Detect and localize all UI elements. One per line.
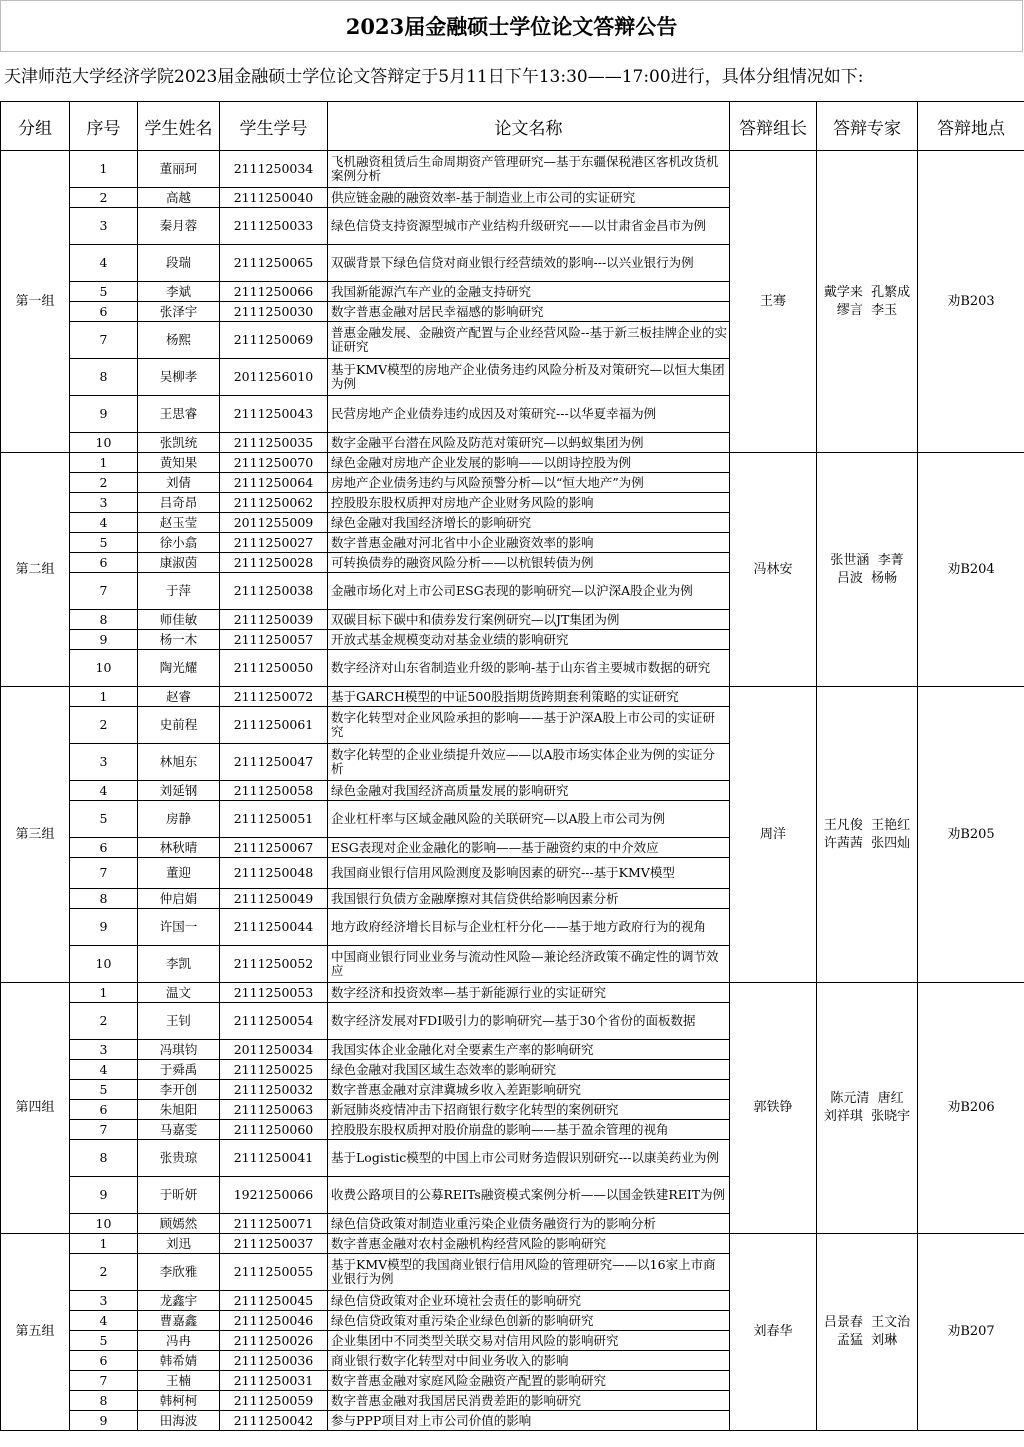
thesis-title: 绿色信贷支持资源型城市产业结构升级研究——以甘肃省金昌市为例 bbox=[328, 208, 730, 245]
student-id: 2111250062 bbox=[220, 493, 328, 513]
row-number: 4 bbox=[70, 513, 138, 533]
student-id: 2111250069 bbox=[220, 322, 328, 359]
thesis-title: 商业银行数字化转型对中间业务收入的影响 bbox=[328, 1351, 730, 1371]
row-number: 9 bbox=[70, 1411, 138, 1431]
student-name: 徐小翕 bbox=[138, 533, 220, 553]
row-number: 4 bbox=[70, 245, 138, 282]
student-id: 2111250033 bbox=[220, 208, 328, 245]
thesis-title: 基于Logistic模型的中国上市公司财务造假识别研究---以康美药业为例 bbox=[328, 1140, 730, 1177]
student-name: 冯冉 bbox=[138, 1331, 220, 1351]
experts-line: 吕景春 王文治 bbox=[823, 1315, 911, 1330]
student-name: 林秋晴 bbox=[138, 838, 220, 858]
thesis-title: 金融市场化对上市公司ESG表现的影响研究—以沪深A股企业为例 bbox=[328, 573, 730, 610]
row-number: 5 bbox=[70, 282, 138, 302]
student-name: 顾嫣然 bbox=[138, 1214, 220, 1234]
row-number: 6 bbox=[70, 553, 138, 573]
student-name: 龙鑫宇 bbox=[138, 1291, 220, 1311]
student-name: 王楠 bbox=[138, 1371, 220, 1391]
student-name: 于舜禹 bbox=[138, 1060, 220, 1080]
header-location: 答辩地点 bbox=[918, 102, 1024, 151]
thesis-title: 飞机融资租赁后生命周期资产管理研究—基于东疆保税港区客机改货机案例分析 bbox=[328, 151, 730, 188]
group-leader: 冯林安 bbox=[730, 453, 817, 687]
student-name: 杨熙 bbox=[138, 322, 220, 359]
student-id: 2111250048 bbox=[220, 858, 328, 889]
student-name: 张泽宇 bbox=[138, 302, 220, 322]
student-name: 康淑茵 bbox=[138, 553, 220, 573]
row-number: 8 bbox=[70, 889, 138, 909]
student-name: 赵玉莹 bbox=[138, 513, 220, 533]
group-name: 第五组 bbox=[1, 1234, 70, 1431]
student-id: 2111250036 bbox=[220, 1351, 328, 1371]
student-name: 田海波 bbox=[138, 1411, 220, 1431]
student-id: 2111250070 bbox=[220, 453, 328, 473]
row-number: 1 bbox=[70, 983, 138, 1003]
group-leader: 刘春华 bbox=[730, 1234, 817, 1431]
row-number: 7 bbox=[70, 1120, 138, 1140]
thesis-title: 数字普惠金融对河北省中小企业融资效率的影响 bbox=[328, 533, 730, 553]
student-name: 朱旭阳 bbox=[138, 1100, 220, 1120]
student-name: 冯琪钧 bbox=[138, 1040, 220, 1060]
student-name: 段瑞 bbox=[138, 245, 220, 282]
student-id: 2111250035 bbox=[220, 433, 328, 453]
thesis-title: 开放式基金规模变动对基金业绩的影响研究 bbox=[328, 630, 730, 650]
student-id: 2111250063 bbox=[220, 1100, 328, 1120]
student-id: 2111250042 bbox=[220, 1411, 328, 1431]
row-number: 9 bbox=[70, 396, 138, 433]
thesis-title: 收费公路项目的公募REITs融资模式案例分析——以国金铁建REIT为例 bbox=[328, 1177, 730, 1214]
student-id: 2111250072 bbox=[220, 687, 328, 707]
thesis-title: 绿色金融对我国经济增长的影响研究 bbox=[328, 513, 730, 533]
student-id: 1921250066 bbox=[220, 1177, 328, 1214]
row-number: 8 bbox=[70, 1391, 138, 1411]
row-number: 5 bbox=[70, 801, 138, 838]
student-name: 董丽珂 bbox=[138, 151, 220, 188]
row-number: 2 bbox=[70, 473, 138, 493]
row-number: 4 bbox=[70, 781, 138, 801]
group-leader: 周洋 bbox=[730, 687, 817, 983]
student-name: 高越 bbox=[138, 188, 220, 208]
group-experts bbox=[817, 687, 918, 983]
row-number: 8 bbox=[70, 1140, 138, 1177]
student-name: 林旭东 bbox=[138, 744, 220, 781]
row-number: 10 bbox=[70, 433, 138, 453]
group-name: 第三组 bbox=[1, 687, 70, 983]
row-number: 4 bbox=[70, 1311, 138, 1331]
group-location: 劝B206 bbox=[918, 983, 1024, 1234]
thesis-title: 房地产企业债务违约与风险预警分析—以“恒大地产”为例 bbox=[328, 473, 730, 493]
thesis-title: 数字普惠金融对京津冀城乡收入差距影响研究 bbox=[328, 1080, 730, 1100]
row-number: 2 bbox=[70, 707, 138, 744]
thesis-title: 基于GARCH模型的中证500股指期货跨期套利策略的实证研究 bbox=[328, 687, 730, 707]
defense-schedule-table bbox=[0, 101, 1024, 1431]
row-number: 6 bbox=[70, 1100, 138, 1120]
student-id: 2111250045 bbox=[220, 1291, 328, 1311]
student-name: 李凯 bbox=[138, 946, 220, 983]
student-id: 2111250052 bbox=[220, 946, 328, 983]
group-leader: 郭铁铮 bbox=[730, 983, 817, 1234]
thesis-title: 绿色金融对我国区域生态效率的影响研究 bbox=[328, 1060, 730, 1080]
student-name: 韩希婧 bbox=[138, 1351, 220, 1371]
intro-text: 天津师范大学经济学院2023届金融硕士学位论文答辩定于5月11日下午13:30——17:00进行，具体分组情况如下: bbox=[4, 67, 864, 87]
experts-line: 王凡俊 王艳红 bbox=[823, 817, 911, 833]
row-number: 2 bbox=[70, 188, 138, 208]
row-number: 5 bbox=[70, 533, 138, 553]
thesis-title: 数字普惠金融对家庭风险金融资产配置的影响研究 bbox=[328, 1371, 730, 1391]
student-name: 史前程 bbox=[138, 707, 220, 744]
thesis-title: 双碳目标下碳中和债券发行案例研究—以JT集团为例 bbox=[328, 610, 730, 630]
thesis-title: 民营房地产企业债券违约成因及对策研究---以华夏幸福为例 bbox=[328, 396, 730, 433]
student-id: 2111250027 bbox=[220, 533, 328, 553]
row-number: 6 bbox=[70, 302, 138, 322]
student-id: 2111250040 bbox=[220, 188, 328, 208]
student-name: 陶光耀 bbox=[138, 650, 220, 687]
group-name: 第二组 bbox=[1, 453, 70, 687]
row-number: 3 bbox=[70, 208, 138, 245]
row-number: 6 bbox=[70, 1351, 138, 1371]
table-row bbox=[1, 1234, 1024, 1254]
student-name: 仲启娟 bbox=[138, 889, 220, 909]
group-location: 劝B204 bbox=[918, 453, 1024, 687]
row-number: 1 bbox=[70, 453, 138, 473]
thesis-title: 我国实体企业金融化对全要素生产率的影响研究 bbox=[328, 1040, 730, 1060]
student-id: 2111250034 bbox=[220, 151, 328, 188]
student-name: 李斌 bbox=[138, 282, 220, 302]
student-name: 刘延钢 bbox=[138, 781, 220, 801]
header-student-name: 学生姓名 bbox=[138, 102, 220, 151]
row-number: 10 bbox=[70, 1214, 138, 1234]
group-leader: 王骞 bbox=[730, 151, 817, 453]
experts-line: 吕波 杨畅 bbox=[836, 570, 898, 586]
group-location: 劝B203 bbox=[918, 151, 1024, 453]
thesis-title: 数字经济和投资效率—基于新能源行业的实证研究 bbox=[328, 983, 730, 1003]
thesis-title: 基于KMV模型的房地产企业债务违约风险分析及对策研究—以恒大集团为例 bbox=[328, 359, 730, 396]
student-id: 2111250038 bbox=[220, 573, 328, 610]
student-id: 2111250066 bbox=[220, 282, 328, 302]
row-number: 3 bbox=[70, 744, 138, 781]
thesis-title: 企业集团中不同类型关联交易对信用风险的影响研究 bbox=[328, 1331, 730, 1351]
thesis-title: 数字化转型的企业业绩提升效应——以A股市场实体企业为例的实证分析 bbox=[328, 744, 730, 781]
thesis-title: 绿色金融对我国经济高质量发展的影响研究 bbox=[328, 781, 730, 801]
thesis-title: 数字普惠金融对居民幸福感的影响研究 bbox=[328, 302, 730, 322]
student-id: 2111250060 bbox=[220, 1120, 328, 1140]
row-number: 7 bbox=[70, 1371, 138, 1391]
group-experts bbox=[817, 453, 918, 687]
thesis-title: 绿色信贷政策对制造业重污染企业债务融资行为的影响分析 bbox=[328, 1214, 730, 1234]
page-title bbox=[0, 0, 1023, 52]
student-name: 师佳敏 bbox=[138, 610, 220, 630]
thesis-title: 数字金融平台潜在风险及防范对策研究—以蚂蚁集团为例 bbox=[328, 433, 730, 453]
row-number: 1 bbox=[70, 1234, 138, 1254]
student-name: 秦月蓉 bbox=[138, 208, 220, 245]
student-id: 2111250037 bbox=[220, 1234, 328, 1254]
thesis-title: 普惠金融发展、金融资产配置与企业经营风险--基于新三板挂牌企业的实证研究 bbox=[328, 322, 730, 359]
row-number: 7 bbox=[70, 573, 138, 610]
student-name: 李开创 bbox=[138, 1080, 220, 1100]
thesis-title: 数字普惠金融对农村金融机构经营风险的影响研究 bbox=[328, 1234, 730, 1254]
student-name: 杨一木 bbox=[138, 630, 220, 650]
student-name: 王思睿 bbox=[138, 396, 220, 433]
student-id: 2111250055 bbox=[220, 1254, 328, 1291]
row-number: 4 bbox=[70, 1060, 138, 1080]
student-id: 2011256010 bbox=[220, 359, 328, 396]
row-number: 7 bbox=[70, 322, 138, 359]
group-experts bbox=[817, 151, 918, 453]
experts-line: 陈元清 唐红 bbox=[830, 1091, 904, 1106]
thesis-title: 数字经济发展对FDI吸引力的影响研究—基于30个省份的面板数据 bbox=[328, 1003, 730, 1040]
student-id: 2111250047 bbox=[220, 744, 328, 781]
row-number: 2 bbox=[70, 1003, 138, 1040]
header-no: 序号 bbox=[70, 102, 138, 151]
student-name: 王钊 bbox=[138, 1003, 220, 1040]
thesis-title: 我国新能源汽车产业的金融支持研究 bbox=[328, 282, 730, 302]
student-name: 于萍 bbox=[138, 573, 220, 610]
student-id: 2111250043 bbox=[220, 396, 328, 433]
thesis-title: 我国银行负债方金融摩擦对其信贷供给影响因素分析 bbox=[328, 889, 730, 909]
header-row bbox=[1, 102, 1024, 151]
student-name: 张凯统 bbox=[138, 433, 220, 453]
thesis-title: 绿色金融对房地产企业发展的影响——以朗诗控股为例 bbox=[328, 453, 730, 473]
student-id: 2111250046 bbox=[220, 1311, 328, 1331]
header-experts: 答辩专家 bbox=[817, 102, 918, 151]
row-number: 2 bbox=[70, 1254, 138, 1291]
row-number: 8 bbox=[70, 359, 138, 396]
table-body bbox=[1, 151, 1024, 1431]
table-row bbox=[1, 687, 1024, 707]
table-row bbox=[1, 151, 1024, 188]
student-id: 2111250041 bbox=[220, 1140, 328, 1177]
student-name: 董迎 bbox=[138, 858, 220, 889]
thesis-title: 双碳背景下绿色信贷对商业银行经营绩效的影响---以兴业银行为例 bbox=[328, 245, 730, 282]
thesis-title: 供应链金融的融资效率-基于制造业上市公司的实证研究 bbox=[328, 188, 730, 208]
experts-line: 张世涵 李菁 bbox=[830, 552, 904, 568]
thesis-title: 地方政府经济增长目标与企业杠杆分化——基于地方政府行为的视角 bbox=[328, 909, 730, 946]
student-id: 2111250051 bbox=[220, 801, 328, 838]
group-experts bbox=[817, 983, 918, 1234]
student-id: 2111250028 bbox=[220, 553, 328, 573]
experts-line: 戴学来 孔繁成 bbox=[823, 284, 911, 300]
student-id: 2111250032 bbox=[220, 1080, 328, 1100]
student-id: 2011250034 bbox=[220, 1040, 328, 1060]
experts-line: 缪言 李玉 bbox=[836, 302, 898, 318]
student-id: 2111250026 bbox=[220, 1331, 328, 1351]
header-thesis-title: 论文名称 bbox=[328, 102, 730, 151]
thesis-title: 参与PPP项目对上市公司价值的影响 bbox=[328, 1411, 730, 1431]
row-number: 3 bbox=[70, 493, 138, 513]
student-id: 2111250058 bbox=[220, 781, 328, 801]
row-number: 6 bbox=[70, 838, 138, 858]
student-name: 李欣雅 bbox=[138, 1254, 220, 1291]
student-name: 刘迅 bbox=[138, 1234, 220, 1254]
thesis-title: 基于KMV模型的我国商业银行信用风险的管理研究——以16家上市商业银行为例 bbox=[328, 1254, 730, 1291]
student-name: 韩柯柯 bbox=[138, 1391, 220, 1411]
student-name: 于昕妍 bbox=[138, 1177, 220, 1214]
experts-line: 刘祥琪 张晓宇 bbox=[823, 1109, 911, 1124]
header-group: 分组 bbox=[1, 102, 70, 151]
student-id: 2111250057 bbox=[220, 630, 328, 650]
table-row bbox=[1, 983, 1024, 1003]
row-number: 10 bbox=[70, 946, 138, 983]
student-id: 2111250059 bbox=[220, 1391, 328, 1411]
thesis-title: 数字化转型对企业风险承担的影响——基于沪深A股上市公司的实证研究 bbox=[328, 707, 730, 744]
student-id: 2111250025 bbox=[220, 1060, 328, 1080]
student-name: 许国一 bbox=[138, 909, 220, 946]
row-number: 5 bbox=[70, 1331, 138, 1351]
student-name: 房静 bbox=[138, 801, 220, 838]
thesis-title: 可转换债券的融资风险分析——以杭银转债为例 bbox=[328, 553, 730, 573]
student-name: 张贵琼 bbox=[138, 1140, 220, 1177]
thesis-title: 数字普惠金融对我国居民消费差距的影响研究 bbox=[328, 1391, 730, 1411]
student-id: 2111250044 bbox=[220, 909, 328, 946]
row-number: 10 bbox=[70, 650, 138, 687]
thesis-title: 新冠肺炎疫情冲击下招商银行数字化转型的案例研究 bbox=[328, 1100, 730, 1120]
thesis-title: 绿色信贷政策对重污染企业绿色创新的影响研究 bbox=[328, 1311, 730, 1331]
student-id: 2111250061 bbox=[220, 707, 328, 744]
experts-line: 孟猛 刘琳 bbox=[836, 1333, 898, 1348]
student-id: 2111250050 bbox=[220, 650, 328, 687]
row-number: 9 bbox=[70, 909, 138, 946]
student-id: 2111250071 bbox=[220, 1214, 328, 1234]
experts-line: 许茜茜 张四灿 bbox=[823, 835, 911, 851]
student-id: 2111250053 bbox=[220, 983, 328, 1003]
group-name: 第一组 bbox=[1, 151, 70, 453]
student-id: 2111250030 bbox=[220, 302, 328, 322]
thesis-title: 控股股东股权质押对股价崩盘的影响——基于盈余管理的视角 bbox=[328, 1120, 730, 1140]
student-name: 吴柳孝 bbox=[138, 359, 220, 396]
title-text: 2023届金融硕士学位论文答辩公告 bbox=[345, 14, 678, 39]
thesis-title: 绿色信贷政策对企业环境社会责任的影响研究 bbox=[328, 1291, 730, 1311]
thesis-title: 控股股东股权质押对房地产企业财务风险的影响 bbox=[328, 493, 730, 513]
row-number: 1 bbox=[70, 687, 138, 707]
header-student-id: 学生学号 bbox=[220, 102, 328, 151]
student-name: 黄知果 bbox=[138, 453, 220, 473]
row-number: 1 bbox=[70, 151, 138, 188]
group-location: 劝B205 bbox=[918, 687, 1024, 983]
row-number: 3 bbox=[70, 1040, 138, 1060]
group-location: 劝B207 bbox=[918, 1234, 1024, 1431]
student-id: 2111250031 bbox=[220, 1371, 328, 1391]
student-name: 曹嘉鑫 bbox=[138, 1311, 220, 1331]
student-id: 2111250064 bbox=[220, 473, 328, 493]
student-name: 赵睿 bbox=[138, 687, 220, 707]
student-name: 温文 bbox=[138, 983, 220, 1003]
thesis-title: 中国商业银行同业业务与流动性风险—兼论经济政策不确定性的调节效应 bbox=[328, 946, 730, 983]
student-name: 刘倩 bbox=[138, 473, 220, 493]
row-number: 5 bbox=[70, 1080, 138, 1100]
table-row bbox=[1, 453, 1024, 473]
thesis-title: ESG表现对企业金融化的影响——基于融资约束的中介效应 bbox=[328, 838, 730, 858]
group-name: 第四组 bbox=[1, 983, 70, 1234]
thesis-title: 企业杠杆率与区域金融风险的关联研究—以A股上市公司为例 bbox=[328, 801, 730, 838]
student-name: 马嘉雯 bbox=[138, 1120, 220, 1140]
header-leader: 答辩组长 bbox=[730, 102, 817, 151]
student-id: 2111250054 bbox=[220, 1003, 328, 1040]
student-id: 2111250067 bbox=[220, 838, 328, 858]
thesis-title: 数字经济对山东省制造业升级的影响-基于山东省主要城市数据的研究 bbox=[328, 650, 730, 687]
row-number: 9 bbox=[70, 1177, 138, 1214]
student-name: 吕奇昂 bbox=[138, 493, 220, 513]
student-id: 2011255009 bbox=[220, 513, 328, 533]
row-number: 8 bbox=[70, 610, 138, 630]
student-id: 2111250049 bbox=[220, 889, 328, 909]
row-number: 9 bbox=[70, 630, 138, 650]
student-id: 2111250039 bbox=[220, 610, 328, 630]
row-number: 3 bbox=[70, 1291, 138, 1311]
thesis-title: 我国商业银行信用风险测度及影响因素的研究---基于KMV模型 bbox=[328, 858, 730, 889]
student-id: 2111250065 bbox=[220, 245, 328, 282]
group-experts bbox=[817, 1234, 918, 1431]
row-number: 7 bbox=[70, 858, 138, 889]
